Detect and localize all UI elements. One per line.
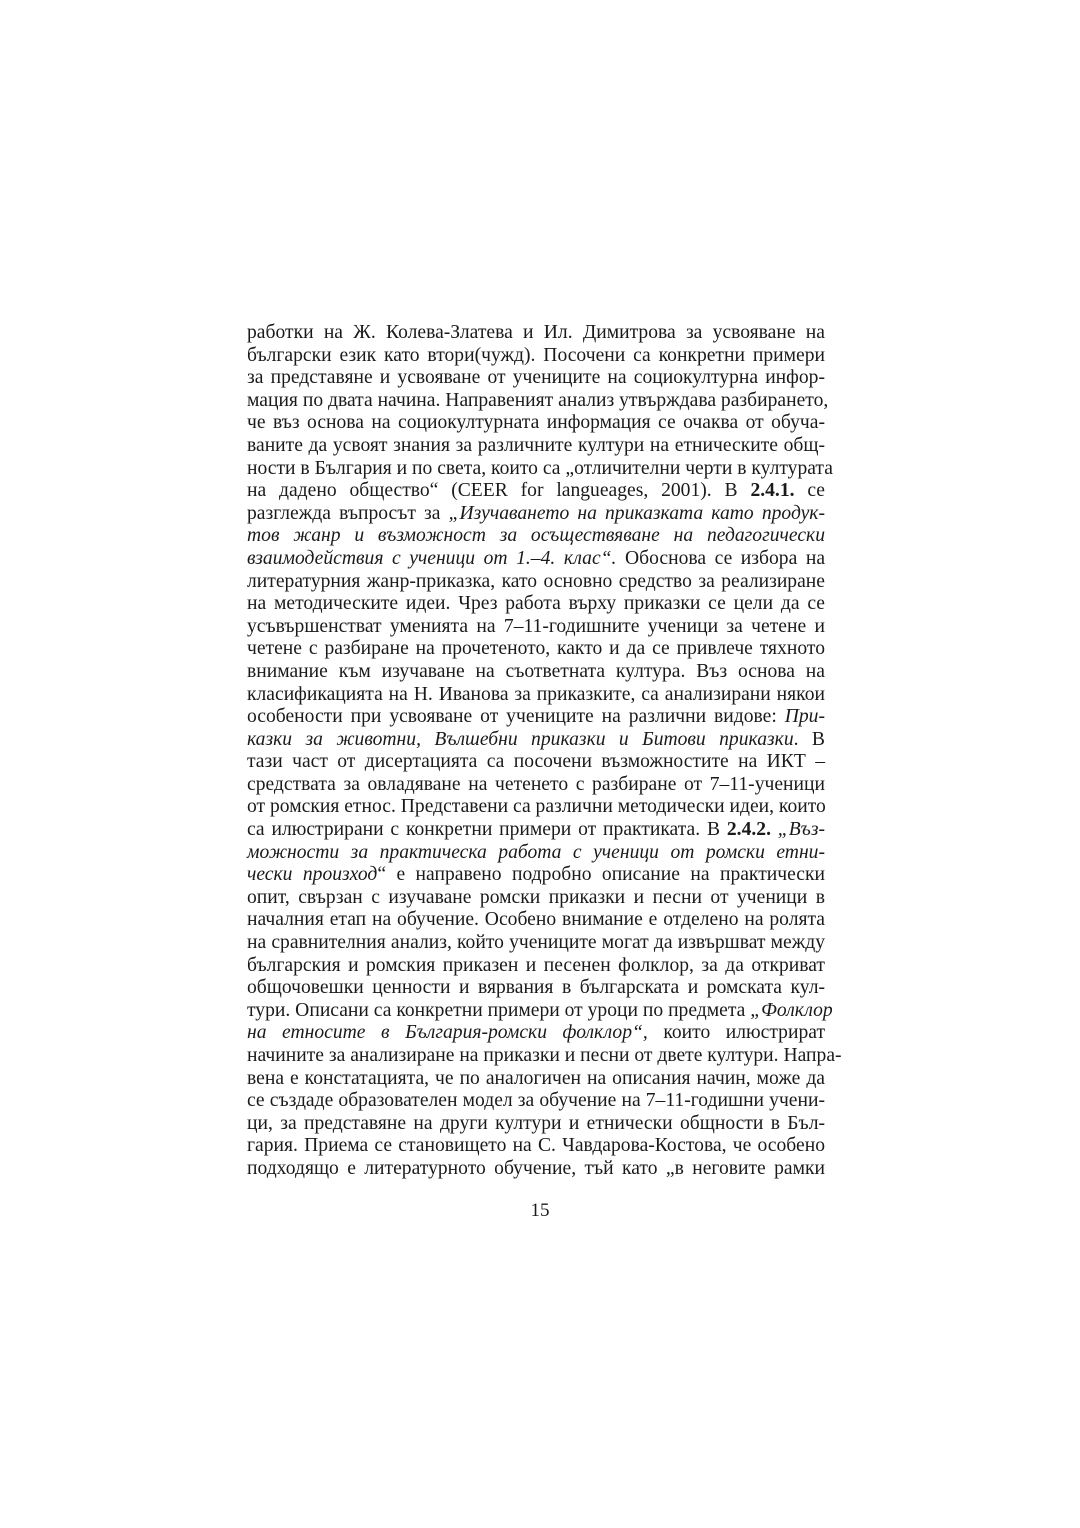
text-line <box>247 389 829 413</box>
text-line <box>247 977 825 1000</box>
text-run: Обоснова се избора на <box>616 547 826 569</box>
text-line <box>247 593 825 616</box>
section-ref: 2.4.2. <box>726 819 771 841</box>
text-run: от ромския етнос. Представени са различни методически идеи, които <box>247 796 826 818</box>
text-line <box>247 842 825 865</box>
text-line <box>247 616 825 639</box>
text-line <box>247 1022 825 1045</box>
text-line <box>247 796 825 819</box>
text-run: на методическите идеи. Чрез работа върху приказки се цели да се <box>247 593 825 615</box>
text-run: че въз основа на социокултурната информация се очаква от обуча- <box>247 412 825 434</box>
text-run: началния етап на обучение. Особено внимание е отделено на ролята <box>247 909 825 931</box>
italic-text: казки за животни, Вълшебни приказки и Битови приказки <box>247 728 794 750</box>
italic-text: взаимодействия с ученици от 1.–4. клас“. <box>247 547 617 569</box>
text-run: общочовешки ценности и вярвания в българската и ромската кул- <box>247 977 825 999</box>
text-line <box>247 638 825 661</box>
text-run: които илюстрират <box>647 1022 826 1044</box>
text-run: тури. Описани са конкретни примери от уроци по предмета <box>247 999 751 1021</box>
text-line <box>247 819 825 842</box>
italic-text: „Изучаването на приказката като продук- <box>448 502 825 524</box>
italic-text: чески произход <box>247 864 378 886</box>
text-run: ности в България и по света, които са „отличителни черти в културата <box>247 457 833 479</box>
italic-text: При- <box>784 706 825 728</box>
text-run: се създаде образователен модел за обучение на 7–11-годишни учени- <box>247 1090 825 1112</box>
page-number: 15 <box>530 1200 550 1221</box>
text-line <box>247 909 825 932</box>
text-run: ваните да усвоят знания за различните култури на етническите общ- <box>247 434 825 456</box>
italic-text: „Фолклор <box>750 999 833 1021</box>
text-line <box>247 548 825 571</box>
text-line <box>247 322 825 345</box>
text-run: . В <box>793 728 825 750</box>
text-line <box>247 1090 825 1113</box>
text-line <box>247 864 825 887</box>
text-line <box>247 1158 825 1181</box>
text-line <box>247 661 825 684</box>
section-ref: 2.4.1. <box>750 480 795 502</box>
text-line <box>247 367 825 390</box>
text-line <box>247 729 825 752</box>
italic-text: „Въз- <box>770 819 826 841</box>
text-line <box>247 480 825 503</box>
text-run: българския и ромския приказен и песенен фолклор, за да откриват <box>247 954 825 976</box>
text-run: четене с разбиране на прочетеното, както и да се привлече тяхното <box>247 638 825 660</box>
text-line <box>247 932 825 955</box>
text-run: български език като втори(чужд). Посочени са конкретни примери <box>247 344 825 366</box>
text-run: гария. Приема се становището на С. Чавдарова-Костова, че особено <box>247 1135 825 1157</box>
text-line <box>247 412 825 435</box>
text-run: се <box>794 480 825 502</box>
italic-text: можности за практическа работа с ученици от ромски етни- <box>247 841 825 863</box>
text-run: тази част от дисертацията са посочени възможностите на ИКТ – <box>247 751 825 773</box>
text-line <box>247 457 833 481</box>
text-run: разглежда въпросът за <box>247 502 449 524</box>
text-line <box>247 345 825 368</box>
text-line <box>247 571 825 594</box>
text-run: средствата за овладяване на четенето с разбиране от 7–11-ученици <box>247 773 825 795</box>
text-line <box>247 706 825 729</box>
text-run: подходящо е литературното обучение, тъй като „в неговите рамки <box>247 1157 825 1179</box>
italic-text: на етносите в България-ромски фолклор“, <box>247 1022 648 1044</box>
text-run: са илюстрирани с конкретни примери от практиката. В <box>247 819 727 841</box>
text-line <box>247 751 825 774</box>
text-line <box>247 1068 825 1091</box>
text-run: вена е констатацията, че по аналогичен на описания начин, може да <box>247 1067 825 1089</box>
text-line <box>247 1135 825 1158</box>
text-line <box>247 1045 842 1068</box>
text-line <box>247 503 825 526</box>
text-line <box>247 955 825 978</box>
text-line <box>247 1113 825 1136</box>
text-line <box>247 887 825 910</box>
text-line <box>247 684 825 707</box>
text-run: мация по двата начина. Направеният анализ утвърждава разбирането, <box>247 389 829 411</box>
text-run: особености при усвояване от учениците на различни видове: <box>247 706 785 728</box>
text-run: ци, за представяне на други култури и етнически общности в Бъл- <box>247 1112 825 1134</box>
italic-text: тов жанр и възможност за осъществяване на педагогически <box>247 525 825 547</box>
text-line <box>247 999 833 1023</box>
text-run: внимание към изучаване на съответната култура. Въз основа на <box>247 660 825 682</box>
text-run: литературния жанр-приказка, като основно средство за реализиране <box>247 570 825 592</box>
text-run: опит, свързан с изучаване ромски приказки и песни от ученици в <box>247 886 825 908</box>
text-run: на дадено общество“ (CEER for langueages, 2001). В <box>247 480 751 502</box>
text-line <box>247 435 825 458</box>
text-run: “ е направено подробно описание на практически <box>377 864 825 886</box>
text-run: усъвършенстват уменията на 7–11-годишните ученици за четене и <box>247 615 825 637</box>
text-line <box>247 525 825 548</box>
text-run: за представяне и усвояване от учениците на социокултурна инфор- <box>247 367 825 389</box>
text-run: класификацията на Н. Иванова за приказките, са анализирани някои <box>247 683 825 705</box>
text-run: начините за анализиране на приказки и песни от двете култури. Напра- <box>247 1045 842 1066</box>
text-run: на сравнителния анализ, който учениците могат да извършват между <box>247 932 825 954</box>
text-line <box>247 774 825 797</box>
body-text <box>247 322 842 1181</box>
text-run: работки на Ж. Колева-Златева и Ил. Димитрова за усвояване на <box>247 322 825 343</box>
